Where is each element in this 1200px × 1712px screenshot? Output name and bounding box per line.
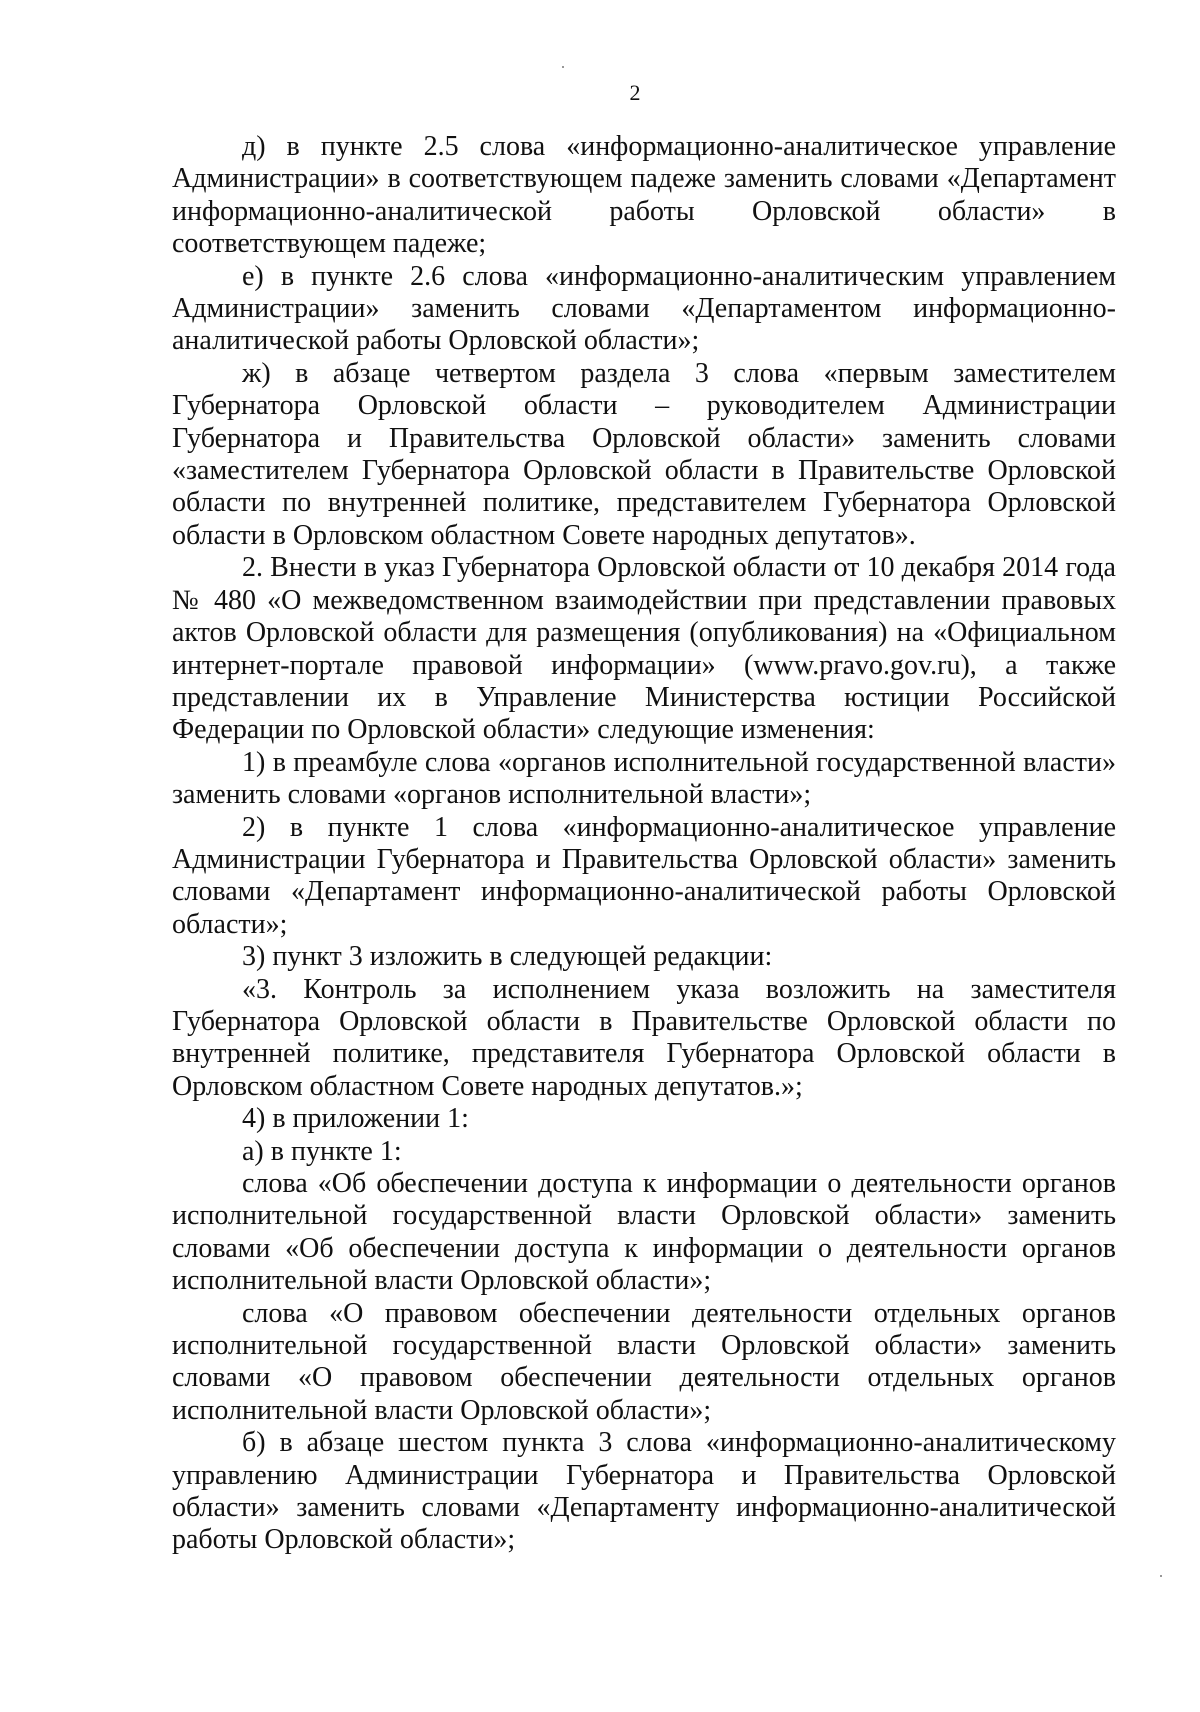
paragraph-sub-4: 4) в приложении 1: bbox=[242, 1103, 469, 1135]
paragraph-item-2: 2. Внести в указ Губернатора Орловской области от 10 декабря 2014 года № 480 «О межведомственном взаимодействии при представлении правовых актов Орловской области для размещения (опубликования) на «Официальном интернет-портале правовой информации» (www.pravo.gov.ru), а также представлении их в Управление Министерства юстиции Российской Федерации по Орловской области» следующие изменения: bbox=[172, 552, 1116, 746]
paragraph-sub-2: 2) в пункте 1 слова «информационно-аналитическое управление Администрации Губернатора и Правительства Орловской области» заменить словами «Департамент информационно-аналитической работы Орловской области»; bbox=[172, 811, 1116, 940]
scan-speck bbox=[1160, 1575, 1162, 1577]
paragraph-d: д) в пункте 2.5 слова «информационно-аналитическое управление Администрации» в соответствующем падеже заменить словами «Департамент информационно-аналитической работы Орловской области» в соответствующем падеже; bbox=[172, 131, 1116, 260]
scan-speck bbox=[562, 66, 564, 68]
paragraph-quoted-point-3: «3. Контроль за исполнением указа возложить на заместителя Губернатора Орловской области в Правительстве Орловской области по внутренней политике, представителя Губернатора Орловской области в Орловском областном Совете народных депутатов.»; bbox=[172, 973, 1116, 1102]
paragraph-words-2: слова «О правовом обеспечении деятельности отдельных органов исполнительной государственной власти Орловской области» заменить словами «О правовом обеспечении деятельности отдельных органов исполнительной власти Орловской области»; bbox=[172, 1297, 1116, 1426]
paragraph-sub-b: б) в абзаце шестом пункта 3 слова «информационно-аналитическому управлению Администрации Губернатора и Правительства Орловской области» заменить словами «Департаменту информационно-аналитической работы Орловской области»; bbox=[172, 1427, 1116, 1556]
page-number: 2 bbox=[629, 80, 641, 105]
paragraph-words-1: слова «Об обеспечении доступа к информации о деятельности органов исполнительной государственной власти Орловской области» заменить словами «Об обеспечении доступа к информации о деятельности органов исполнительной власти Орловской области»; bbox=[172, 1168, 1116, 1297]
paragraph-sub-3: 3) пункт 3 изложить в следующей редакции: bbox=[242, 941, 773, 973]
document-body bbox=[172, 131, 1116, 1557]
paragraph-e: е) в пункте 2.6 слова «информационно-аналитическим управлением Администрации» заменить словами «Департаментом информационно-аналитической работы Орловской области»; bbox=[172, 260, 1116, 357]
paragraph-sub-a: а) в пункте 1: bbox=[242, 1135, 402, 1167]
paragraph-zh: ж) в абзаце четвертом раздела 3 слова «первым заместителем Губернатора Орловской области – руководителем Администрации Губернатора и Правительства Орловской области» заменить словами «заместителем Губернатора Орловской области в Правительстве Орловской области по внутренней политике, представителем Губернатора Орловской области в Орловском областном Совете народных депутатов». bbox=[172, 357, 1116, 551]
paragraph-sub-1: 1) в преамбуле слова «органов исполнительной государственной власти» заменить словами «органов исполнительной власти»; bbox=[172, 746, 1116, 811]
